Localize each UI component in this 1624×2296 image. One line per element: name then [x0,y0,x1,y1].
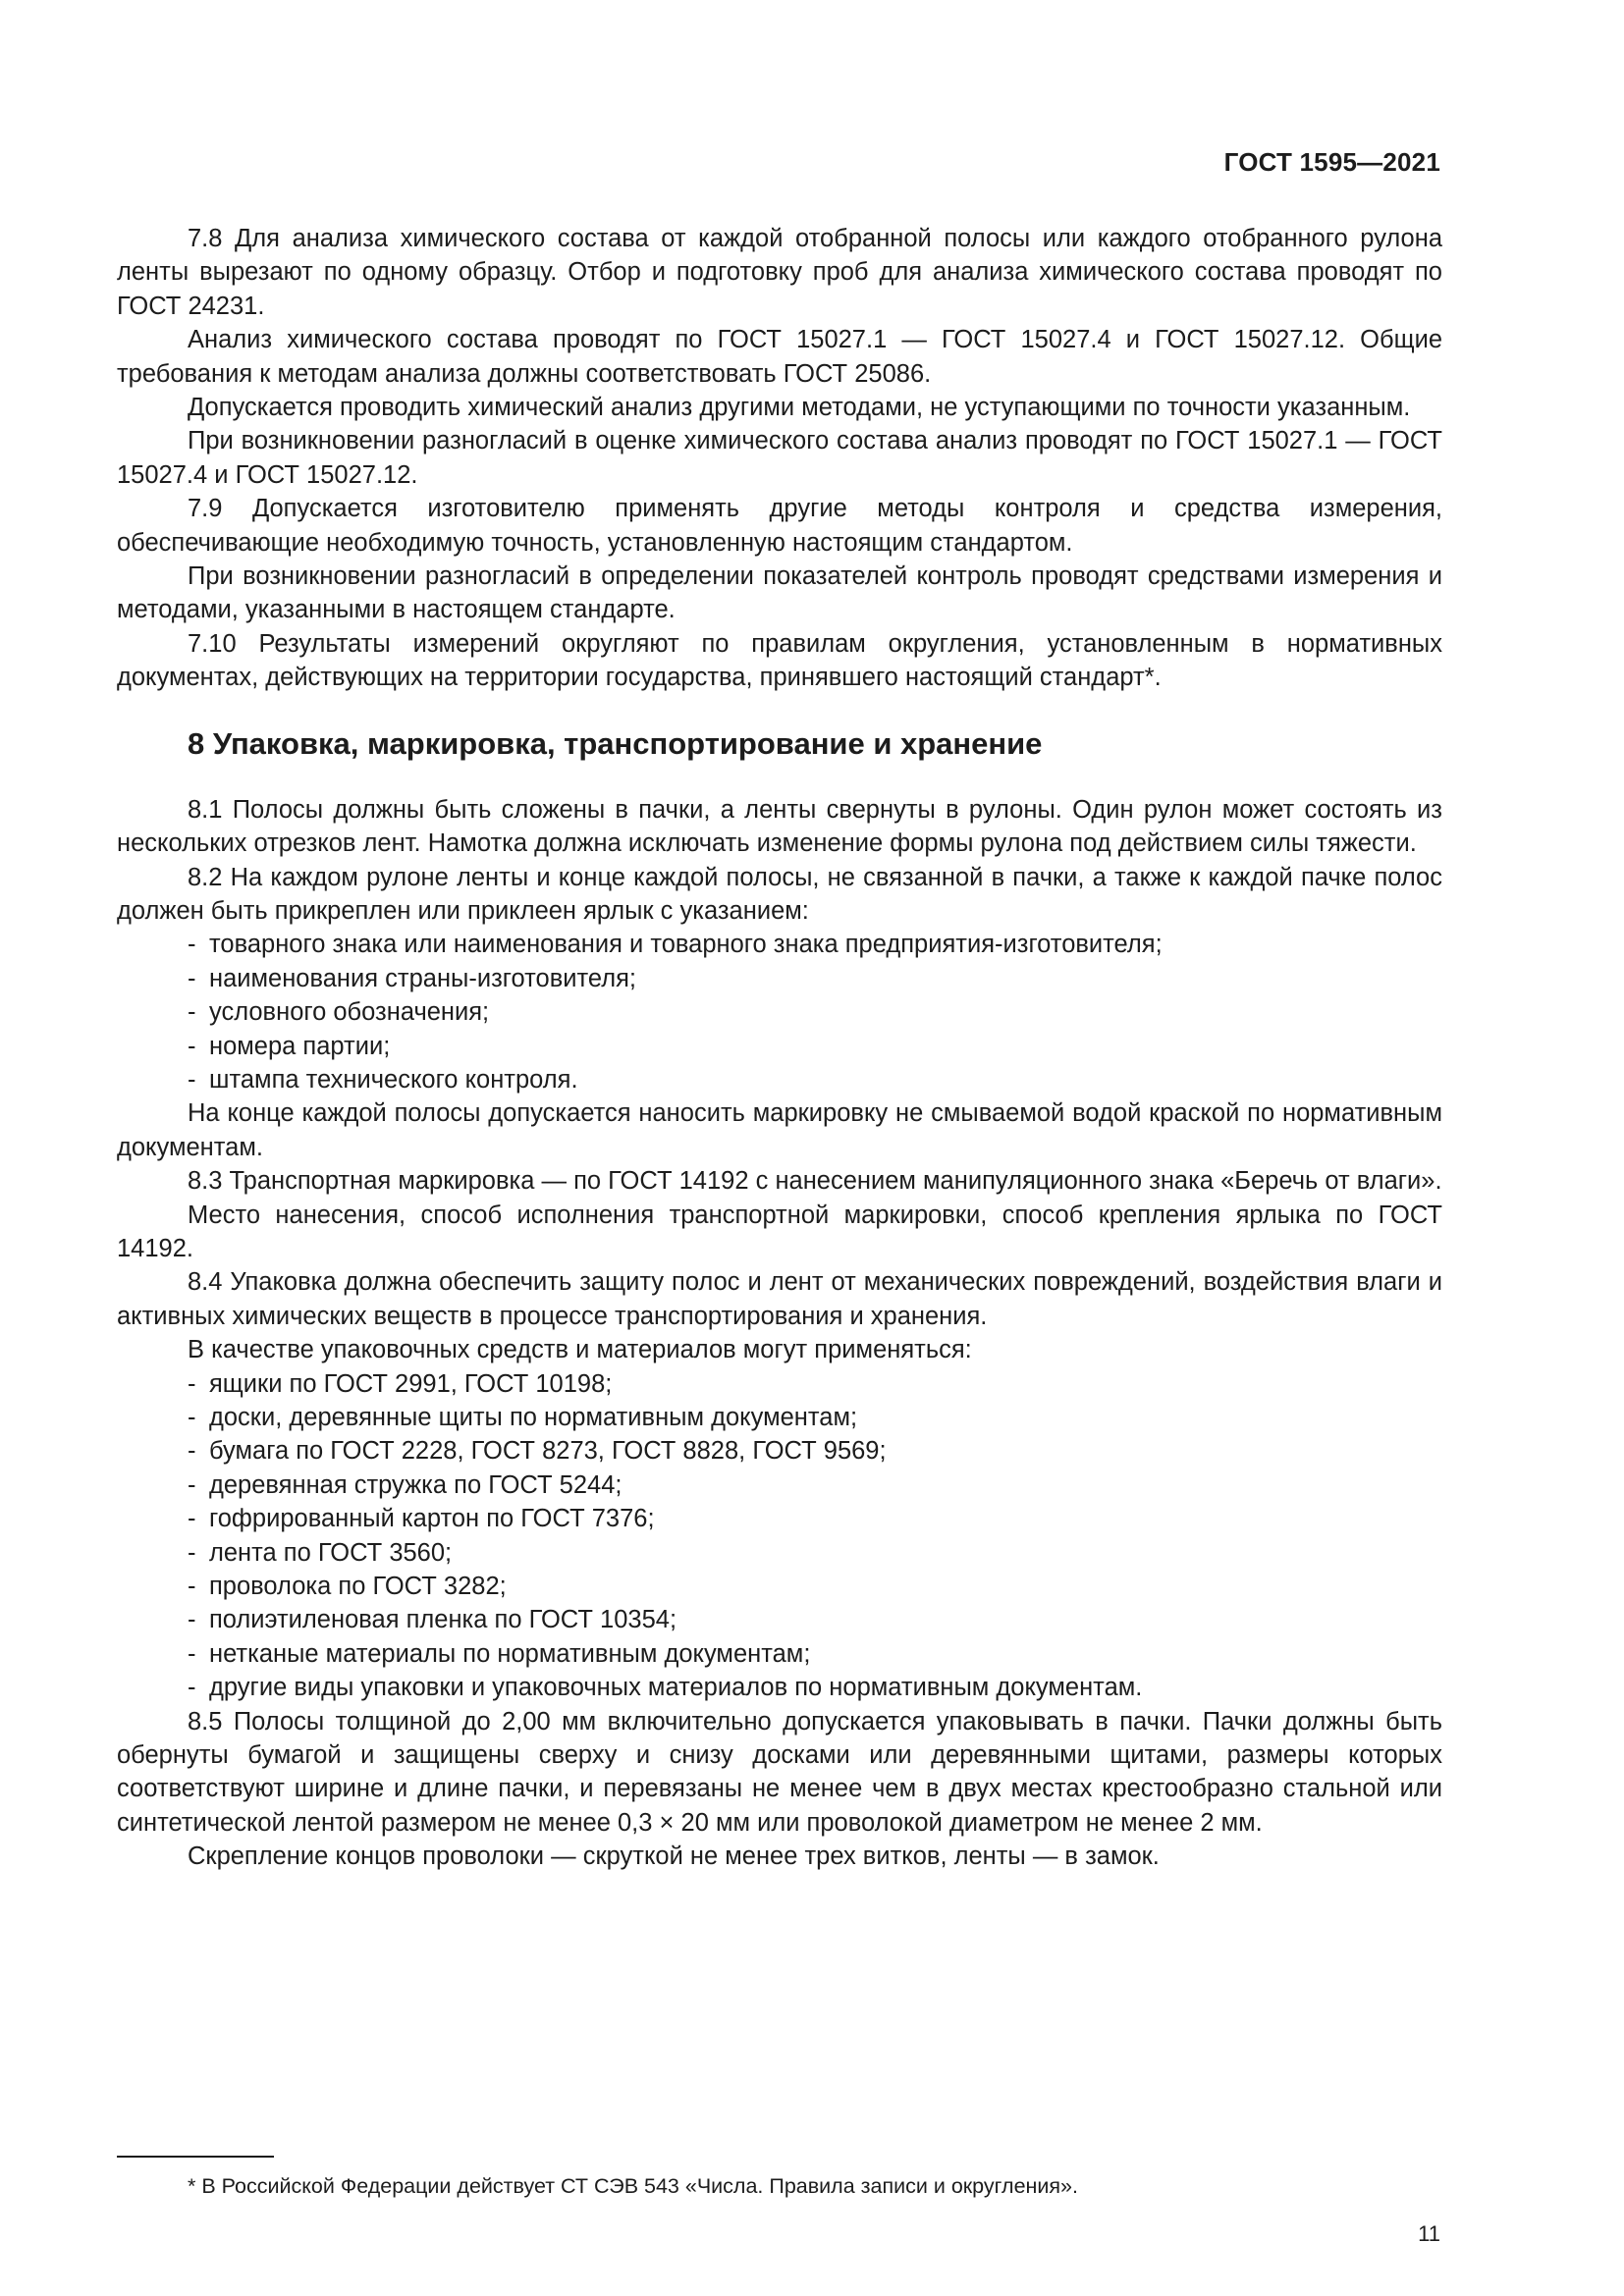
list-item: - полиэтиленовая пленка по ГОСТ 10354; [188,1603,1442,1636]
footnote-divider [117,2156,274,2158]
paragraph-8-2: 8.2 На каждом рулоне ленты и конце каждой полосы, не связанной в пачки, а также к каждой пачке полос должен быть прикреплен или приклеен ярлык с указанием: [117,863,1442,925]
page-number: 11 [1418,2221,1440,2246]
paragraph-8-3: 8.3 Транспортная маркировка — по ГОСТ 14192 с нанесением манипуляционного знака «Беречь от влаги». [188,1167,1442,1196]
paragraph-packing-intro: В качестве упаковочных средств и материалов могут применяться: [188,1336,972,1364]
paragraph-8-4: 8.4 Упаковка должна обеспечить защиту полос и лент от механических повреждений, воздействия влаги и активных химических веществ в процессе транспортирования и хранения. [117,1268,1442,1330]
page-body [117,222,1442,1874]
list-item: - штампа технического контроля. [188,1063,1442,1096]
standard-designation: ГОСТ 1595—2021 [1223,147,1440,177]
paragraph-8-1: 8.1 Полосы должны быть сложены в пачки, а ленты свернуты в рулоны. Один рулон может состоять из нескольких отрезков лент. Намотка должна исключать изменение формы рулона под действием силы тяжести. [117,795,1442,858]
list-item: - условного обозначения; [188,995,1442,1029]
paragraph-wire-fastening: Скрепление концов проволоки — скруткой не менее трех витков, ленты — в замок. [188,1842,1160,1871]
list-item: - товарного знака или наименования и товарного знака предприятия-изготовителя; [188,928,1442,961]
list-item: - доски, деревянные щиты по нормативным документам; [188,1401,1442,1434]
list-item: - другие виды упаковки и упаковочных материалов по нормативным документам. [188,1671,1442,1704]
paragraph-disagreement-control: При возникновении разногласий в определении показателей контроль проводят средствами измерения и методами, указанными в настоящем стандарте. [117,562,1442,624]
list-item: - проволока по ГОСТ 3282; [188,1570,1442,1603]
footnote: * В Российской Федерации действует СТ СЭВ 543 «Числа. Правила записи и округления». [188,2174,1078,2198]
packing-materials-list [117,1367,1442,1705]
list-item: - лента по ГОСТ 3560; [188,1536,1442,1570]
list-item: - ящики по ГОСТ 2991, ГОСТ 10198; [188,1367,1442,1401]
paragraph-strip-marking: На конце каждой полосы допускается наносить маркировку не смываемой водой краской по нормативным документам. [117,1099,1442,1161]
list-item: - нетканые материалы по нормативным документам; [188,1637,1442,1671]
list-item: - наименования страны-изготовителя; [188,962,1442,995]
paragraph-7-10: 7.10 Результаты измерений округляют по правилам округления, установленным в нормативных документах, действующих на территории государства, принявшего настоящий стандарт*. [117,629,1442,692]
paragraph-7-9: 7.9 Допускается изготовителю применять другие методы контроля и средства измерения, обеспечивающие необходимую точность, установленную настоящим стандартом. [117,495,1442,557]
list-item: - номера партии; [188,1030,1442,1063]
paragraph-other-methods: Допускается проводить химический анализ другими методами, не уступающими по точности указанным. [188,394,1411,422]
list-item: - гофрированный картон по ГОСТ 7376; [188,1502,1442,1535]
list-item: - деревянная стружка по ГОСТ 5244; [188,1468,1442,1502]
paragraph-8-5: 8.5 Полосы толщиной до 2,00 мм включительно допускается упаковывать в пачки. Пачки должны быть обернуты бумагой и защищены сверху и снизу досками или деревянными щитами, размеры которых соответствуют ширине и длине пачки, и перевязаны не менее чем в двух местах крестообразно стальной или синтетической лентой размером не менее 0,3 × 20 мм или проволокой диаметром не менее 2 мм. [117,1707,1442,1837]
section-8-title: 8 Упаковка, маркировка, транспортирование и хранение [188,725,1043,761]
paragraph-marking-method: Место нанесения, способ исполнения транспортной маркировки, способ крепления ярлыка по ГОСТ 14192. [117,1201,1442,1262]
label-contents-list [117,928,1442,1096]
paragraph-chem-analysis: Анализ химического состава проводят по ГОСТ 15027.1 — ГОСТ 15027.4 и ГОСТ 15027.12. Общие требования к методам анализа должны соответствовать ГОСТ 25086. [117,326,1442,388]
paragraph-7-8: 7.8 Для анализа химического состава от каждой отобранной полосы или каждого отобранного рулона ленты вырезают по одному образцу. Отбор и подготовку проб для анализа химического состава проводят по ГОСТ 24231. [117,225,1442,320]
list-item: - бумага по ГОСТ 2228, ГОСТ 8273, ГОСТ 8828, ГОСТ 9569; [188,1434,1442,1468]
paragraph-disagreement-chem: При возникновении разногласий в оценке химического состава анализ проводят по ГОСТ 15027.1 — ГОСТ 15027.4 и ГОСТ 15027.12. [117,427,1442,489]
